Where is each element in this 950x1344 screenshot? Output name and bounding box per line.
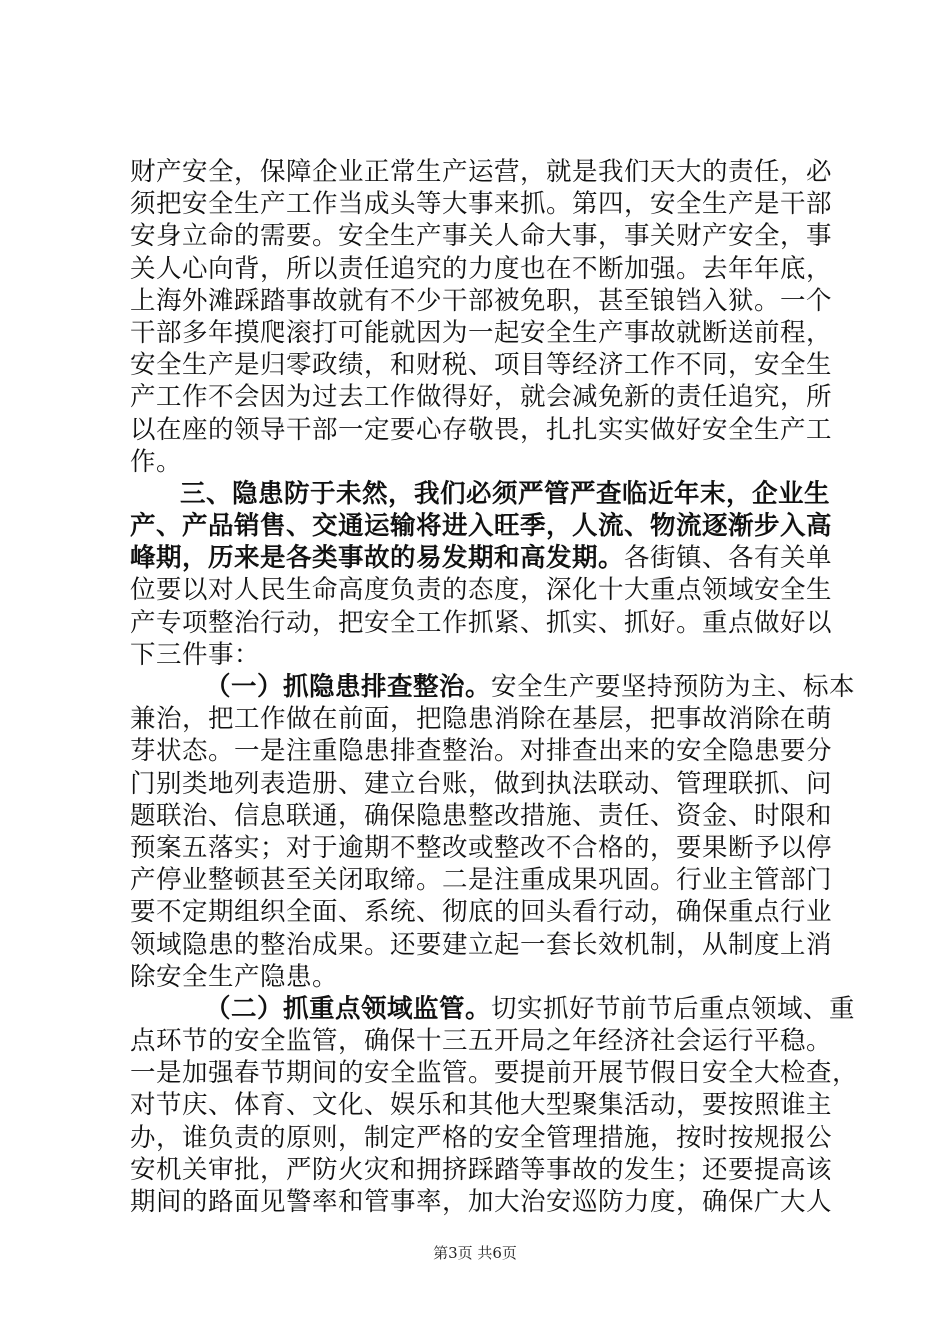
paragraph-text: 安全生产要坚持预防为主、标本 bbox=[491, 672, 856, 702]
text-line: 下三件事： bbox=[130, 639, 261, 670]
text-line: 预案五落实；对于逾期不整改或整改不合格的，要果断予以停 bbox=[130, 832, 833, 863]
text-line: 产停业整顿甚至关闭取缔。二是注重成果巩固。行业主管部门 bbox=[130, 865, 833, 896]
text-line: 除安全生产隐患。 bbox=[130, 961, 339, 992]
text-line: 作。 bbox=[130, 446, 183, 477]
page-number: 第3页 共6页 bbox=[433, 1244, 517, 1262]
text-line: 上海外滩踩踏事故就有不少干部被免职，甚至锒铛入狱。一个 bbox=[130, 285, 833, 316]
text-line: 须把安全生产工作当成头等大事来抓。第四，安全生产是干部 bbox=[130, 189, 833, 220]
text-line: 干部多年摸爬滚打可能就因为一起安全生产事故就断送前程， bbox=[130, 317, 833, 348]
text-line: 安全生产是归零政绩，和财税、项目等经济工作不同，安全生 bbox=[130, 350, 833, 381]
text-line: 产工作不会因为过去工作做得好，就会减免新的责任追究，所 bbox=[130, 382, 833, 413]
text-line: 安机关审批，严防火灾和拥挤踩踏等事故的发生；还要提高该 bbox=[130, 1154, 833, 1185]
section-heading-text: 峰期，历来是各类事故的易发期和高发期。 bbox=[130, 543, 625, 574]
text-line: 财产安全，保障企业正常生产运营，就是我们天大的责任，必 bbox=[130, 157, 833, 187]
text-line: 产专项整治行动，把安全工作抓紧、抓实、抓好。重点做好以 bbox=[130, 607, 833, 638]
text-line: 办，谁负责的原则，制定严格的安全管理措施，按时按规报公 bbox=[130, 1122, 833, 1153]
section-heading-line bbox=[130, 542, 833, 574]
text-line: 位要以对人民生命高度负责的态度，深化十大重点领域安全生 bbox=[130, 575, 833, 606]
subsection-heading-line bbox=[130, 993, 856, 1025]
text-line: 题联治、信息联通，确保隐患整改措施、责任、资金、时限和 bbox=[130, 800, 833, 831]
section-heading-line bbox=[130, 510, 833, 542]
subsection-heading-text: （二）抓重点领域监管。 bbox=[205, 993, 492, 1024]
text-line: 安身立命的需要。安全生产事关人命大事，事关财产安全，事 bbox=[130, 221, 833, 252]
text-line: 对节庆、体育、文化、娱乐和其他大型聚集活动，要按照谁主 bbox=[130, 1090, 833, 1121]
subsection-heading-line bbox=[130, 671, 856, 703]
paragraph-text: 切实抓好节前节后重点领域、重 bbox=[491, 993, 856, 1024]
text-line: 芽状态。一是注重隐患排查整治。对排查出来的安全隐患要分 bbox=[130, 736, 833, 767]
document-body bbox=[130, 156, 859, 1218]
text-line: 关人心向背，所以责任追究的力度也在不断加强。去年年底， bbox=[130, 253, 833, 284]
text-line: 一是加强春节期间的安全监管。要提前开展节假日安全大检查， bbox=[130, 1058, 859, 1089]
text-line: 兼治，把工作做在前面，把隐患消除在基层，把事故消除在萌 bbox=[130, 704, 833, 735]
text-line: 要不定期组织全面、系统、彻底的回头看行动，确保重点行业 bbox=[130, 897, 833, 928]
section-heading-line bbox=[130, 478, 830, 510]
section-heading-text: 三、隐患防于未然，我们必须严管严查临近年末，企业生 bbox=[180, 478, 831, 509]
subsection-heading-text: （一）抓隐患排查整治。 bbox=[205, 672, 492, 702]
text-line: 门别类地列表造册、建立台账，做到执法联动、管理联抓、问 bbox=[130, 768, 833, 799]
text-line: 期间的路面见警率和管事率，加大治安巡防力度，确保广大人 bbox=[130, 1187, 833, 1217]
text-line: 领域隐患的整治成果。还要建立起一套长效机制，从制度上消 bbox=[130, 929, 833, 960]
text-line: 点环节的安全监管，确保十三五开局之年经济社会运行平稳。 bbox=[130, 1026, 833, 1057]
text-line: 以在座的领导干部一定要心存敬畏，扎扎实实做好安全生产工 bbox=[130, 414, 833, 445]
section-heading-text: 产、产品销售、交通运输将进入旺季，人流、物流逐渐步入高 bbox=[130, 511, 833, 542]
page-footer bbox=[0, 1242, 950, 1263]
paragraph-text: 各街镇、各有关单 bbox=[624, 543, 833, 574]
